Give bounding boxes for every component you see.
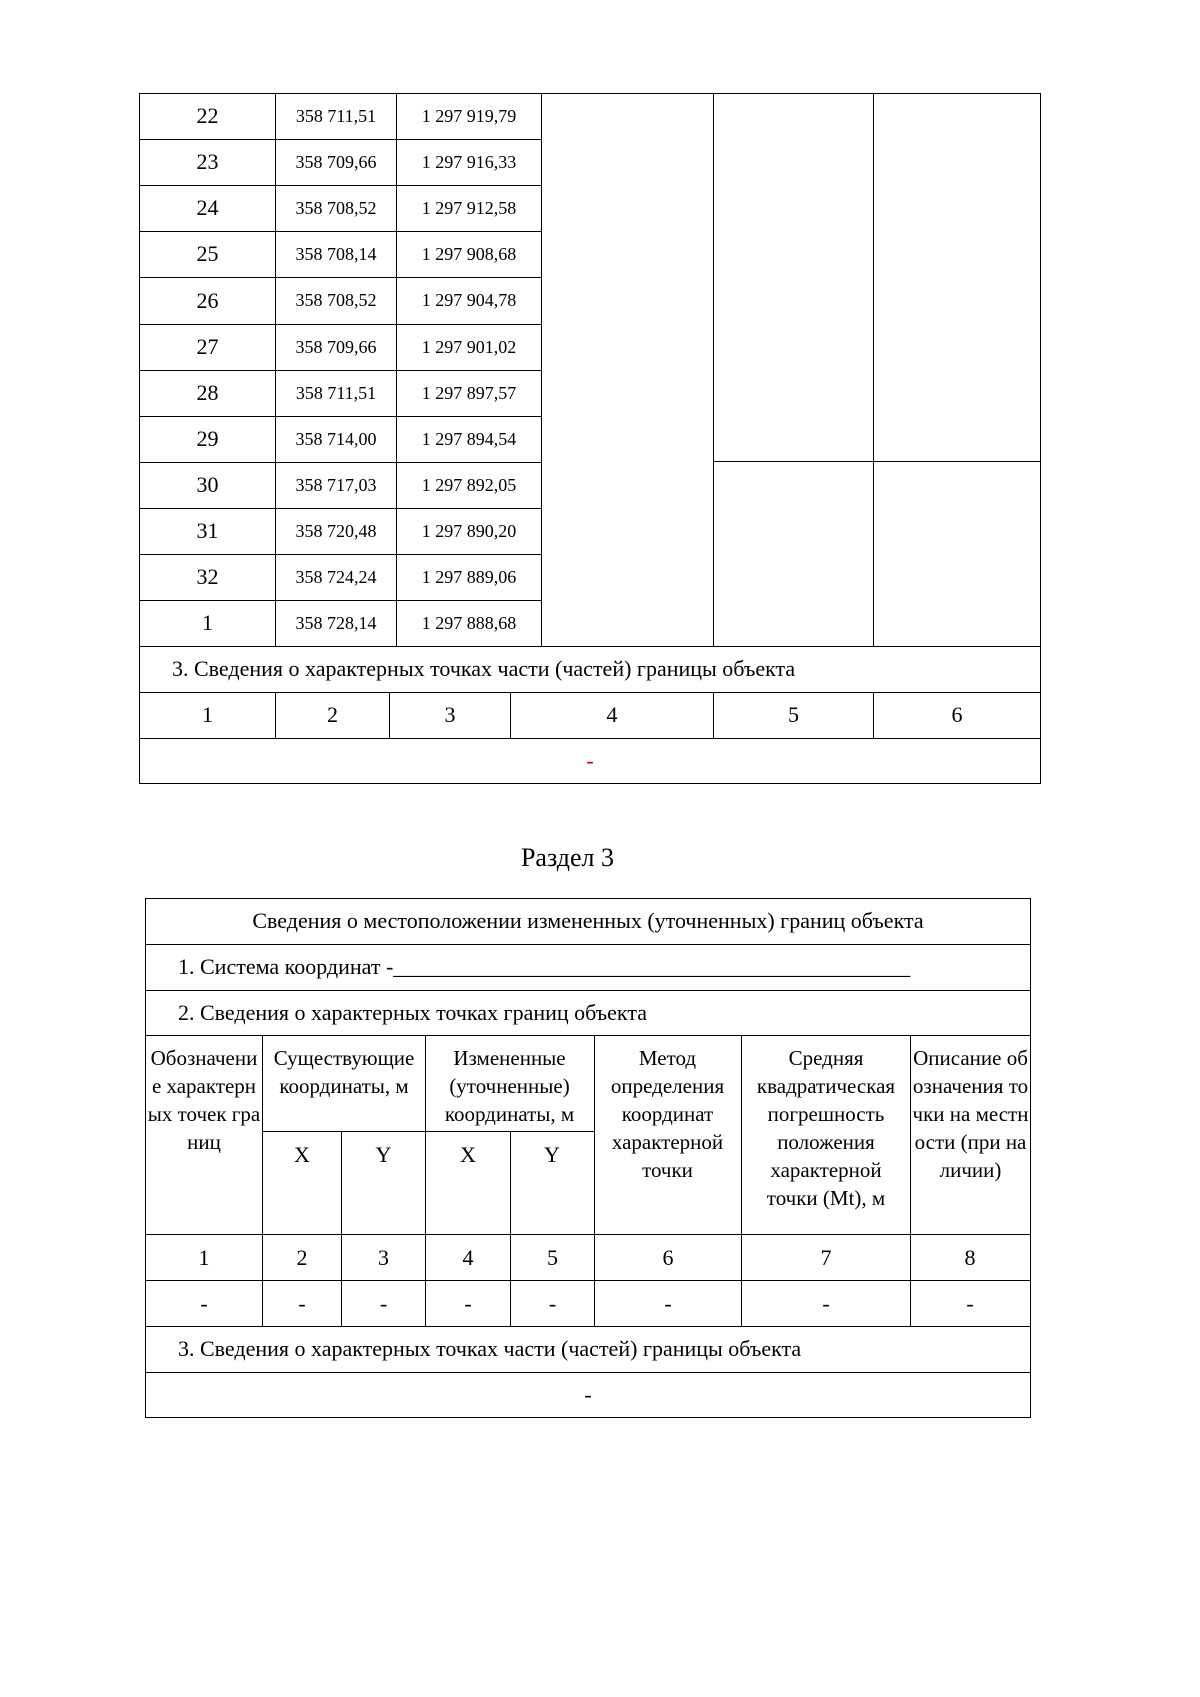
col-number-7: 7 (820, 1244, 832, 1270)
dash-cell-3: - (379, 1290, 388, 1316)
part-points-heading: 3. Сведения о характерных точках части (частей) границы объекта (172, 656, 796, 681)
table-rule (873, 93, 874, 647)
empty-value-dash: - (586, 748, 594, 773)
dash-cell-7: - (822, 1290, 830, 1316)
coordinate-x: 358 708,52 (295, 290, 377, 310)
col-number-5: 5 (788, 702, 799, 727)
dash-cell-1: - (200, 1290, 208, 1316)
header-existing-coordinates: Существующие координаты, м (273, 1046, 415, 1098)
col-number-8: 8 (964, 1244, 976, 1270)
coordinate-x: 358 708,52 (295, 197, 377, 218)
coordinate-x: 358 709,66 (295, 336, 377, 357)
section-title: Раздел 3 (520, 843, 615, 872)
coordinate-x: 358 711,51 (295, 105, 377, 126)
coordinate-y: 1 297 904,78 (421, 290, 517, 310)
col-number-4: 4 (462, 1244, 474, 1270)
dash-cell-8: - (966, 1290, 974, 1316)
coordinate-y: 1 297 894,54 (421, 428, 517, 449)
header-existing-x: X (294, 1142, 310, 1167)
coordinate-x: 358 714,00 (295, 428, 377, 449)
col-number-6: 6 (951, 702, 963, 727)
coordinate-y: 1 297 912,58 (421, 197, 517, 218)
coordinate-y: 1 297 901,02 (421, 336, 517, 357)
coordinate-x: 358 708,14 (295, 243, 377, 264)
point-number: 30 (196, 472, 219, 497)
col-number-5: 5 (547, 1244, 558, 1270)
coordinate-x: 358 728,14 (295, 612, 377, 633)
points-heading: 2. Сведения о характерных точках границ объекта (178, 1000, 647, 1025)
dash-cell-6: - (664, 1290, 672, 1316)
table-rule (541, 93, 542, 647)
dash-cell-2: - (298, 1290, 306, 1316)
header-changed-x: X (460, 1142, 476, 1167)
part-points-value: - (584, 1382, 592, 1407)
table-rule (713, 461, 1041, 462)
coordinate-x: 358 720,48 (295, 520, 377, 541)
coordinate-x: 358 724,24 (295, 566, 377, 587)
coordinate-y: 1 297 916,33 (421, 151, 517, 172)
coordinate-y: 1 297 889,06 (421, 566, 517, 587)
table-rule (541, 93, 1041, 94)
header-designation: Обозначение характерных точек границ (147, 1046, 261, 1154)
coordinate-y: 1 297 888,68 (421, 612, 517, 633)
col-number-2: 2 (327, 702, 338, 727)
point-number: 23 (196, 149, 219, 174)
header-mean-error: Средняя квадратическая погрешность положения характерной точки (Mt), м (756, 1046, 896, 1210)
point-number: 1 (202, 610, 213, 635)
point-number: 29 (196, 426, 219, 451)
table-rule (713, 93, 714, 647)
table-rule (1040, 93, 1041, 784)
point-number: 28 (196, 380, 219, 405)
col-number-2: 2 (296, 1244, 308, 1270)
col-number-3: 3 (378, 1244, 389, 1270)
dash-cell-4: - (464, 1290, 472, 1316)
point-number: 32 (196, 564, 219, 589)
coordinate-y: 1 297 890,20 (421, 520, 517, 541)
table-heading: Сведения о местоположении измененных (уточненных) границ объекта (252, 908, 924, 933)
coordinate-x: 358 717,03 (295, 474, 377, 495)
coordinate-y: 1 297 908,68 (421, 243, 517, 264)
point-number: 27 (196, 334, 219, 359)
header-changed-coordinates: Измененные (уточненные) координаты, м (444, 1046, 575, 1126)
coordinate-x: 358 711,51 (295, 382, 377, 403)
point-number: 24 (196, 195, 219, 220)
point-number: 22 (196, 103, 219, 128)
col-number-1: 1 (198, 1244, 210, 1270)
coordinate-x: 358 709,66 (295, 151, 377, 172)
header-description: Описание обозначения точки на местности (при наличии) (912, 1046, 1029, 1182)
table-rule (1030, 898, 1031, 1418)
header-changed-y: Y (544, 1142, 560, 1167)
coordinate-y: 1 297 919,79 (421, 105, 517, 126)
dash-cell-5: - (548, 1290, 557, 1316)
header-existing-y: Y (375, 1142, 392, 1167)
col-number-3: 3 (444, 702, 456, 727)
point-number: 25 (196, 241, 219, 266)
col-number-4: 4 (606, 702, 618, 727)
coordinate-y: 1 297 892,05 (421, 474, 517, 495)
point-number: 31 (196, 518, 219, 543)
col-number-6: 6 (662, 1244, 674, 1270)
coordinate-y: 1 297 897,57 (421, 382, 517, 403)
header-method: Метод определения координат характерной точки (610, 1046, 725, 1182)
coordinate-system-line: 1. Система координат -_______________________________________________ (178, 954, 911, 979)
point-number: 26 (196, 287, 219, 313)
part-points-heading-2: 3. Сведения о характерных точках части (частей) границы объекта (178, 1336, 802, 1361)
col-number-1: 1 (202, 702, 213, 727)
